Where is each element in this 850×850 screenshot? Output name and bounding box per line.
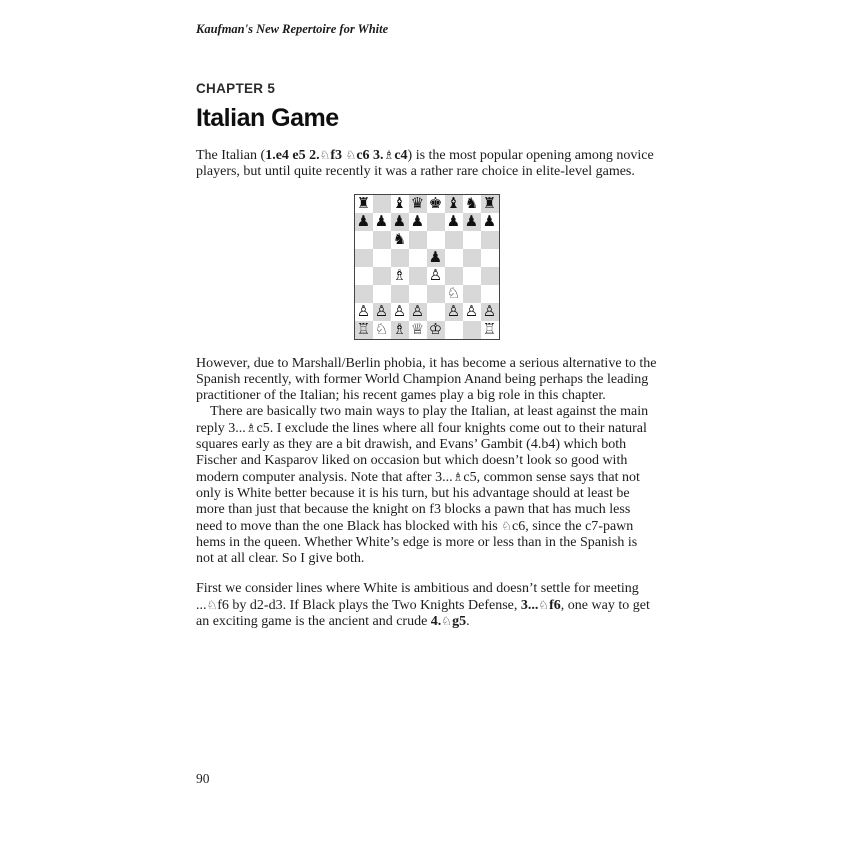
square-e4 bbox=[427, 267, 445, 285]
square-b4 bbox=[373, 267, 391, 285]
square-b6 bbox=[373, 231, 391, 249]
square-h8 bbox=[481, 195, 499, 213]
paragraph-first-consider bbox=[196, 581, 658, 630]
square-a6 bbox=[355, 231, 373, 249]
square-c3 bbox=[391, 285, 409, 303]
square-a1 bbox=[355, 321, 373, 339]
square-d5 bbox=[409, 249, 427, 267]
square-g1 bbox=[463, 321, 481, 339]
chessboard bbox=[354, 194, 500, 340]
square-c5 bbox=[391, 249, 409, 267]
chess-figurine-icon: ♘ bbox=[206, 597, 218, 612]
square-a8 bbox=[355, 195, 373, 213]
white-pawn-icon: ♙ bbox=[392, 302, 407, 321]
square-d6 bbox=[409, 231, 427, 249]
page-content bbox=[196, 22, 658, 630]
square-b1 bbox=[373, 321, 391, 339]
square-c4 bbox=[391, 267, 409, 285]
text-segment: c4 bbox=[394, 148, 408, 163]
square-f2 bbox=[445, 303, 463, 321]
text-segment: 1.e4 e5 2. bbox=[265, 148, 320, 163]
black-pawn-icon: ♟ bbox=[356, 212, 371, 231]
black-pawn-icon: ♟ bbox=[392, 212, 407, 231]
paragraph-however bbox=[196, 356, 658, 405]
black-bishop-icon: ♝ bbox=[392, 194, 407, 213]
square-f6 bbox=[445, 231, 463, 249]
square-f8 bbox=[445, 195, 463, 213]
square-c8 bbox=[391, 195, 409, 213]
black-pawn-icon: ♟ bbox=[410, 212, 425, 231]
black-pawn-icon: ♟ bbox=[428, 248, 443, 267]
text-segment: The Italian ( bbox=[196, 148, 266, 163]
white-knight-icon: ♘ bbox=[374, 320, 389, 339]
text-segment: There are basically two main ways to play the Italian, at least against the main reply 3... bbox=[196, 404, 649, 436]
square-h6 bbox=[481, 231, 499, 249]
square-g3 bbox=[463, 285, 481, 303]
text-segment: . bbox=[466, 614, 470, 630]
text-segment: g5 bbox=[452, 614, 467, 630]
square-a5 bbox=[355, 249, 373, 267]
square-h2 bbox=[481, 303, 499, 321]
square-g8 bbox=[463, 195, 481, 213]
square-c6 bbox=[391, 231, 409, 249]
white-pawn-icon: ♙ bbox=[464, 302, 479, 321]
white-rook-icon: ♖ bbox=[482, 320, 497, 339]
square-h3 bbox=[481, 285, 499, 303]
text-segment: First we consider lines where White is ambitious and doesn’t settle for meeting ... bbox=[196, 581, 639, 613]
text-segment: f6 bbox=[549, 597, 561, 613]
square-e6 bbox=[427, 231, 445, 249]
white-bishop-icon: ♗ bbox=[392, 266, 407, 285]
square-g7 bbox=[463, 213, 481, 231]
white-pawn-icon: ♙ bbox=[446, 302, 461, 321]
square-h1 bbox=[481, 321, 499, 339]
text-segment: c5, common sense says that not only is White better because it is his turn, but his advantage should at least be more than just that because the knight on f3 blocks a pawn that has much less need to move than the one Black has blocked with his bbox=[196, 469, 640, 534]
text-segment: ) is the most popular opening among novice players, but until quite recently it was a rather rare choice in elite-level games. bbox=[196, 148, 654, 180]
white-queen-icon: ♕ bbox=[410, 320, 425, 339]
square-f7 bbox=[445, 213, 463, 231]
paragraph-two-ways bbox=[196, 404, 658, 567]
square-e7 bbox=[427, 213, 445, 231]
text-segment: c5. I exclude the lines where all four knights come out to their natural squares early as they are a bit drawish, and Evans’ Gambit (4.b4) which both Fischer and Kasparov liked on occasion but which doesn’t look so good with modern computer analysis. Note that after 3... bbox=[196, 420, 647, 485]
white-pawn-icon: ♙ bbox=[374, 302, 389, 321]
square-g5 bbox=[463, 249, 481, 267]
white-pawn-icon: ♙ bbox=[410, 302, 425, 321]
black-rook-icon: ♜ bbox=[482, 194, 497, 213]
white-pawn-icon: ♙ bbox=[482, 302, 497, 321]
text-segment: c6 3. bbox=[356, 148, 384, 163]
black-knight-icon: ♞ bbox=[392, 230, 407, 249]
chess-figurine-icon: ♘ bbox=[501, 518, 512, 533]
black-knight-icon: ♞ bbox=[464, 194, 479, 213]
square-e5 bbox=[427, 249, 445, 267]
square-b8 bbox=[373, 195, 391, 213]
square-e8 bbox=[427, 195, 445, 213]
white-king-icon: ♔ bbox=[428, 320, 443, 339]
text-segment: f3 bbox=[330, 148, 346, 163]
black-pawn-icon: ♟ bbox=[464, 212, 479, 231]
white-rook-icon: ♖ bbox=[356, 320, 371, 339]
square-c7 bbox=[391, 213, 409, 231]
chess-figurine-icon: ♘ bbox=[441, 614, 453, 629]
white-pawn-icon: ♙ bbox=[428, 266, 443, 285]
square-g4 bbox=[463, 267, 481, 285]
square-d7 bbox=[409, 213, 427, 231]
white-bishop-icon: ♗ bbox=[392, 320, 407, 339]
paragraph-intro bbox=[196, 148, 658, 181]
square-c1 bbox=[391, 321, 409, 339]
page-number: 90 bbox=[196, 771, 210, 786]
square-f3 bbox=[445, 285, 463, 303]
square-a3 bbox=[355, 285, 373, 303]
text-segment: f6 by d2-d3. If Black plays the Two Knights Defense, bbox=[217, 597, 521, 613]
square-f5 bbox=[445, 249, 463, 267]
black-queen-icon: ♛ bbox=[410, 194, 425, 213]
square-d1 bbox=[409, 321, 427, 339]
chess-figurine-icon: ♘ bbox=[319, 148, 331, 162]
black-pawn-icon: ♟ bbox=[446, 212, 461, 231]
square-e1 bbox=[427, 321, 445, 339]
square-e3 bbox=[427, 285, 445, 303]
square-b2 bbox=[373, 303, 391, 321]
square-a2 bbox=[355, 303, 373, 321]
black-king-icon: ♚ bbox=[428, 194, 443, 213]
white-knight-icon: ♘ bbox=[446, 284, 461, 303]
square-e2 bbox=[427, 303, 445, 321]
black-rook-icon: ♜ bbox=[356, 194, 371, 213]
chess-figurine-icon: ♗ bbox=[383, 148, 395, 162]
chess-diagram bbox=[354, 194, 501, 340]
square-b7 bbox=[373, 213, 391, 231]
chess-figurine-icon: ♘ bbox=[538, 597, 550, 612]
page-title: Italian Game bbox=[196, 104, 339, 132]
chess-figurine-icon: ♘ bbox=[345, 148, 357, 162]
chapter-label: CHAPTER 5 bbox=[196, 81, 276, 96]
square-h4 bbox=[481, 267, 499, 285]
square-d4 bbox=[409, 267, 427, 285]
square-d3 bbox=[409, 285, 427, 303]
square-f1 bbox=[445, 321, 463, 339]
black-pawn-icon: ♟ bbox=[374, 212, 389, 231]
square-a4 bbox=[355, 267, 373, 285]
text-segment: c6, since the c7-pawn hems in the queen. Whether White’s edge is more or less than in the Spanish is not at all clear. So I give both. bbox=[196, 518, 638, 567]
square-h7 bbox=[481, 213, 499, 231]
square-c2 bbox=[391, 303, 409, 321]
square-a7 bbox=[355, 213, 373, 231]
square-d2 bbox=[409, 303, 427, 321]
text-segment: , one way to get an exciting game is the ancient and crude bbox=[196, 597, 650, 630]
square-h5 bbox=[481, 249, 499, 267]
text-segment: 3... bbox=[520, 597, 539, 613]
chess-figurine-icon: ♗ bbox=[452, 469, 464, 484]
square-g6 bbox=[463, 231, 481, 249]
square-b3 bbox=[373, 285, 391, 303]
white-pawn-icon: ♙ bbox=[356, 302, 371, 321]
square-b5 bbox=[373, 249, 391, 267]
square-f4 bbox=[445, 267, 463, 285]
running-head: Kaufman's New Repertoire for White bbox=[196, 22, 389, 36]
square-d8 bbox=[409, 195, 427, 213]
square-g2 bbox=[463, 303, 481, 321]
chess-figurine-icon: ♗ bbox=[245, 420, 257, 435]
text-segment: However, due to Marshall/Berlin phobia, it has become a serious alternative to the Spanish recently, with former World Champion Anand being perhaps the leading practitioner of the Italian; his recent games play a big role in this chapter. bbox=[196, 355, 657, 404]
text-segment: 4. bbox=[430, 614, 442, 630]
black-bishop-icon: ♝ bbox=[446, 194, 461, 213]
black-pawn-icon: ♟ bbox=[482, 212, 497, 231]
